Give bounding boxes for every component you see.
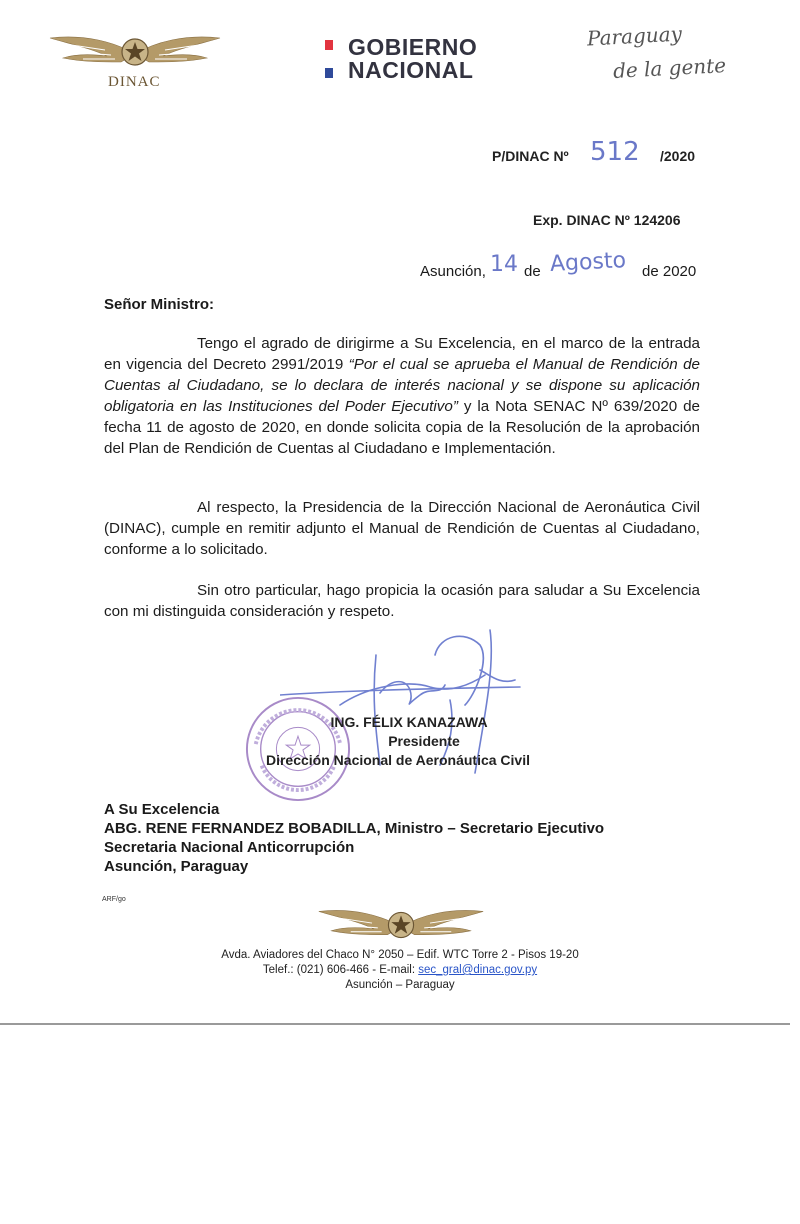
dinac-logo <box>45 22 230 94</box>
signatory-role: Presidente <box>388 733 460 749</box>
date-city: Asunción, <box>420 263 486 280</box>
nota-prefix: P/DINAC Nº <box>492 148 569 164</box>
de-la-gente-text: de la gente <box>612 53 727 83</box>
paragraph-1-rest: y la Nota SENAC Nº 639/2020 de fecha 11 de agosto de 2020, en donde solicita copia de la Resolución de la aprobación del Plan de Rendición de Cuentas al Ciudadano e Implementación. <box>104 398 700 457</box>
footer-address <box>200 948 600 993</box>
decree-title: “Por el cual se aprueba el Manual de Rendición de Cuentas al Ciudadano, se lo declara de interés nacional y se dispone su aplicación obligatoria en las Instituciones del Poder Ejecutivo” <box>104 356 701 415</box>
gobierno-nacional-logo <box>325 36 495 86</box>
footer-line-2 <box>200 963 600 978</box>
dinac-wings-icon <box>45 22 225 82</box>
date-de: de <box>524 263 541 280</box>
gobierno-text: GOBIERNO <box>348 34 478 60</box>
blue-square-icon <box>325 68 333 78</box>
nota-suffix: /2020 <box>660 148 696 164</box>
nacional-text: NACIONAL <box>348 57 474 83</box>
date-line <box>420 248 705 284</box>
paragraph-1-intro: Tengo el agrado de dirigirme a Su Excelencia, en el marco de la entrada en vigencia del Decreto 2991/2019 <box>104 335 700 373</box>
signatory-block <box>248 713 548 770</box>
footer-line-1: Avda. Aviadores del Chaco N° 2050 – Edif. WTC Torre 2 - Pisos 19-20 <box>221 949 579 961</box>
date-day-handwritten: 14 <box>490 252 518 277</box>
salutation: Señor Ministro: <box>104 296 215 313</box>
recipient-line-2 <box>104 819 664 838</box>
recipient-block <box>104 800 664 876</box>
recipient-line-4: Asunción, Paraguay <box>104 858 249 875</box>
signatory-organization: Dirección Nacional de Aeronáutica Civil <box>265 752 530 768</box>
recipient-name: ABG. RENE FERNANDEZ BOBADILLA, <box>104 820 381 837</box>
paraguay-de-la-gente-logo <box>585 22 735 92</box>
recipient-line-3: Secretaria Nacional Anticorrupción <box>104 839 355 856</box>
signatory-name: ING. FÉLIX KANAZAWA <box>330 714 488 730</box>
expediente-number: Exp. DINAC Nº 124206 <box>533 212 681 228</box>
dinac-logo-text: DINAC <box>108 74 161 90</box>
paraguay-text: Paraguay <box>586 21 683 51</box>
typist-initials: ARF/go <box>102 896 126 903</box>
footer-dinac-wings-icon <box>313 896 489 954</box>
footer-phone: Telef.: (021) 606-466 - E-mail: <box>262 964 419 976</box>
bottom-scan-rule <box>0 1023 790 1025</box>
red-square-icon <box>325 40 333 50</box>
paragraph-2: Al respecto, la Presidencia de la Dirección Nacional de Aeronáutica Civil (DINAC), cumple en remitir adjunto el Manual de Rendición de Cuentas al Ciudadano, conforme a lo solicitado. <box>104 499 700 558</box>
recipient-title: Ministro – Secretario Ejecutivo <box>380 820 605 837</box>
paragraph-3: Sin otro particular, hago propicia la ocasión para saludar a Su Excelencia con mi distinguida consideración y respeto. <box>104 582 700 620</box>
date-year: de 2020 <box>642 263 697 280</box>
nota-number-handwritten: 512 <box>590 137 640 167</box>
recipient-line-1: A Su Excelencia <box>104 801 220 818</box>
nota-number-line <box>492 137 702 173</box>
paragraph-1 <box>104 333 700 459</box>
date-month-handwritten: Agosto <box>549 248 627 277</box>
footer-line-3: Asunción – Paraguay <box>345 979 455 991</box>
footer-email-link[interactable]: sec_gral@dinac.gov.py <box>418 964 538 976</box>
